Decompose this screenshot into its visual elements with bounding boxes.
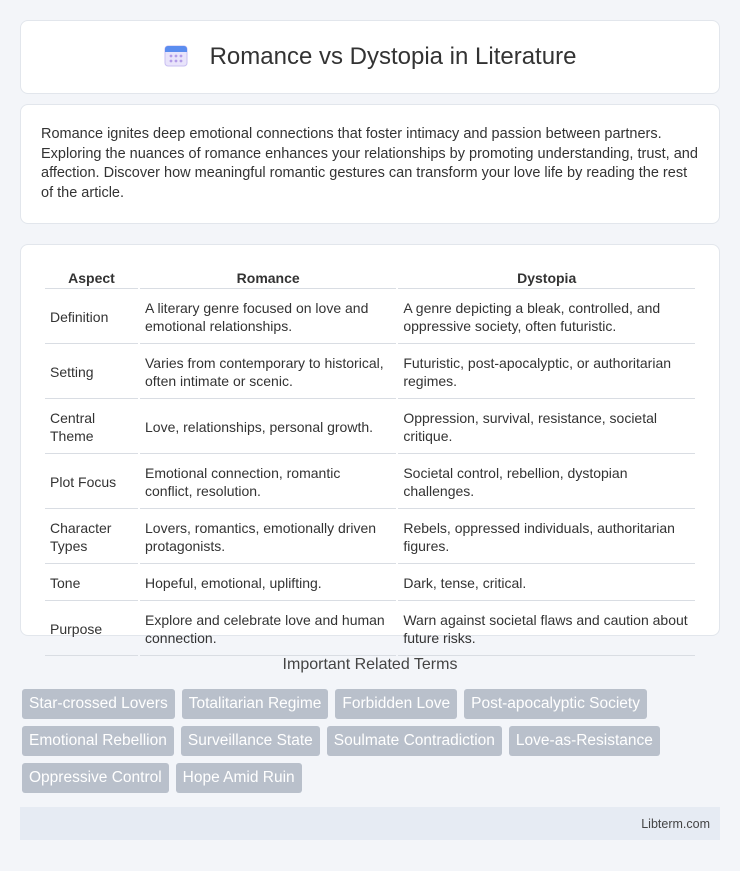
page-title: Romance vs Dystopia in Literature: [209, 43, 577, 70]
table-cell: Dark, tense, critical.: [398, 566, 695, 601]
related-term-tag[interactable]: Forbidden Love: [335, 689, 457, 719]
related-term-tag[interactable]: Hope Amid Ruin: [176, 763, 302, 793]
column-header: Dystopia: [398, 267, 695, 289]
table-cell: Emotional connection, romantic conflict, resolution.: [140, 456, 396, 509]
footer-site-link[interactable]: Libterm.com: [641, 816, 710, 831]
footer: [20, 807, 720, 840]
table-cell: Tone: [45, 566, 138, 601]
table-row: [45, 291, 695, 344]
table-row: [45, 566, 695, 601]
table-cell: Futuristic, post-apocalyptic, or authoritarian regimes.: [398, 346, 695, 399]
related-term-tag[interactable]: Emotional Rebellion: [22, 726, 174, 756]
header-card: [20, 20, 720, 94]
comparison-table: [43, 265, 697, 658]
related-term-tag[interactable]: Soulmate Contradiction: [327, 726, 502, 756]
table-cell: Character Types: [45, 511, 138, 564]
table-header-row: [45, 267, 695, 289]
related-term-tag[interactable]: Star-crossed Lovers: [22, 689, 175, 719]
table-cell: Warn against societal flaws and caution about future risks.: [398, 603, 695, 656]
table-cell: Setting: [45, 346, 138, 399]
table-cell: Oppression, survival, resistance, societal critique.: [398, 401, 695, 454]
table-cell: Rebels, oppressed individuals, authoritarian figures.: [398, 511, 695, 564]
related-terms-title: Important Related Terms: [282, 656, 458, 673]
table-row: [45, 511, 695, 564]
related-term-tag[interactable]: Post-apocalyptic Society: [464, 689, 647, 719]
table-row: [45, 401, 695, 454]
related-terms-list: [22, 689, 722, 800]
table-cell: Societal control, rebellion, dystopian challenges.: [398, 456, 695, 509]
intro-card: [20, 104, 720, 224]
table-cell: Varies from contemporary to historical, often intimate or scenic.: [140, 346, 396, 399]
table-cell: Explore and celebrate love and human connection.: [140, 603, 396, 656]
table-cell: Central Theme: [45, 401, 138, 454]
table-cell: Love, relationships, personal growth.: [140, 401, 396, 454]
column-header: Aspect: [45, 267, 138, 289]
table-cell: Purpose: [45, 603, 138, 656]
table-cell: Plot Focus: [45, 456, 138, 509]
column-header: Romance: [140, 267, 396, 289]
calendar-icon: [164, 43, 188, 72]
related-term-tag[interactable]: Surveillance State: [181, 726, 320, 756]
comparison-table-card: [20, 244, 720, 646]
related-term-tag[interactable]: Totalitarian Regime: [182, 689, 329, 719]
table-row: [45, 456, 695, 509]
table-cell: A genre depicting a bleak, controlled, and oppressive society, often futuristic.: [398, 291, 695, 344]
table-row: [45, 603, 695, 656]
table-cell: Hopeful, emotional, uplifting.: [140, 566, 396, 601]
related-term-tag[interactable]: Oppressive Control: [22, 763, 169, 793]
table-cell: A literary genre focused on love and emotional relationships.: [140, 291, 396, 344]
table-cell: Lovers, romantics, emotionally driven protagonists.: [140, 511, 396, 564]
intro-paragraph: Romance ignites deep emotional connections that foster intimacy and passion between partners. Exploring the nuances of romance enhances your relationships by promoting understanding, trust, and affection. Discover how meaningful romantic gestures can transform your love life by reading the rest of the article.: [41, 126, 698, 201]
table-row: [45, 346, 695, 399]
related-term-tag[interactable]: Love-as-Resistance: [509, 726, 660, 756]
table-cell: Definition: [45, 291, 138, 344]
